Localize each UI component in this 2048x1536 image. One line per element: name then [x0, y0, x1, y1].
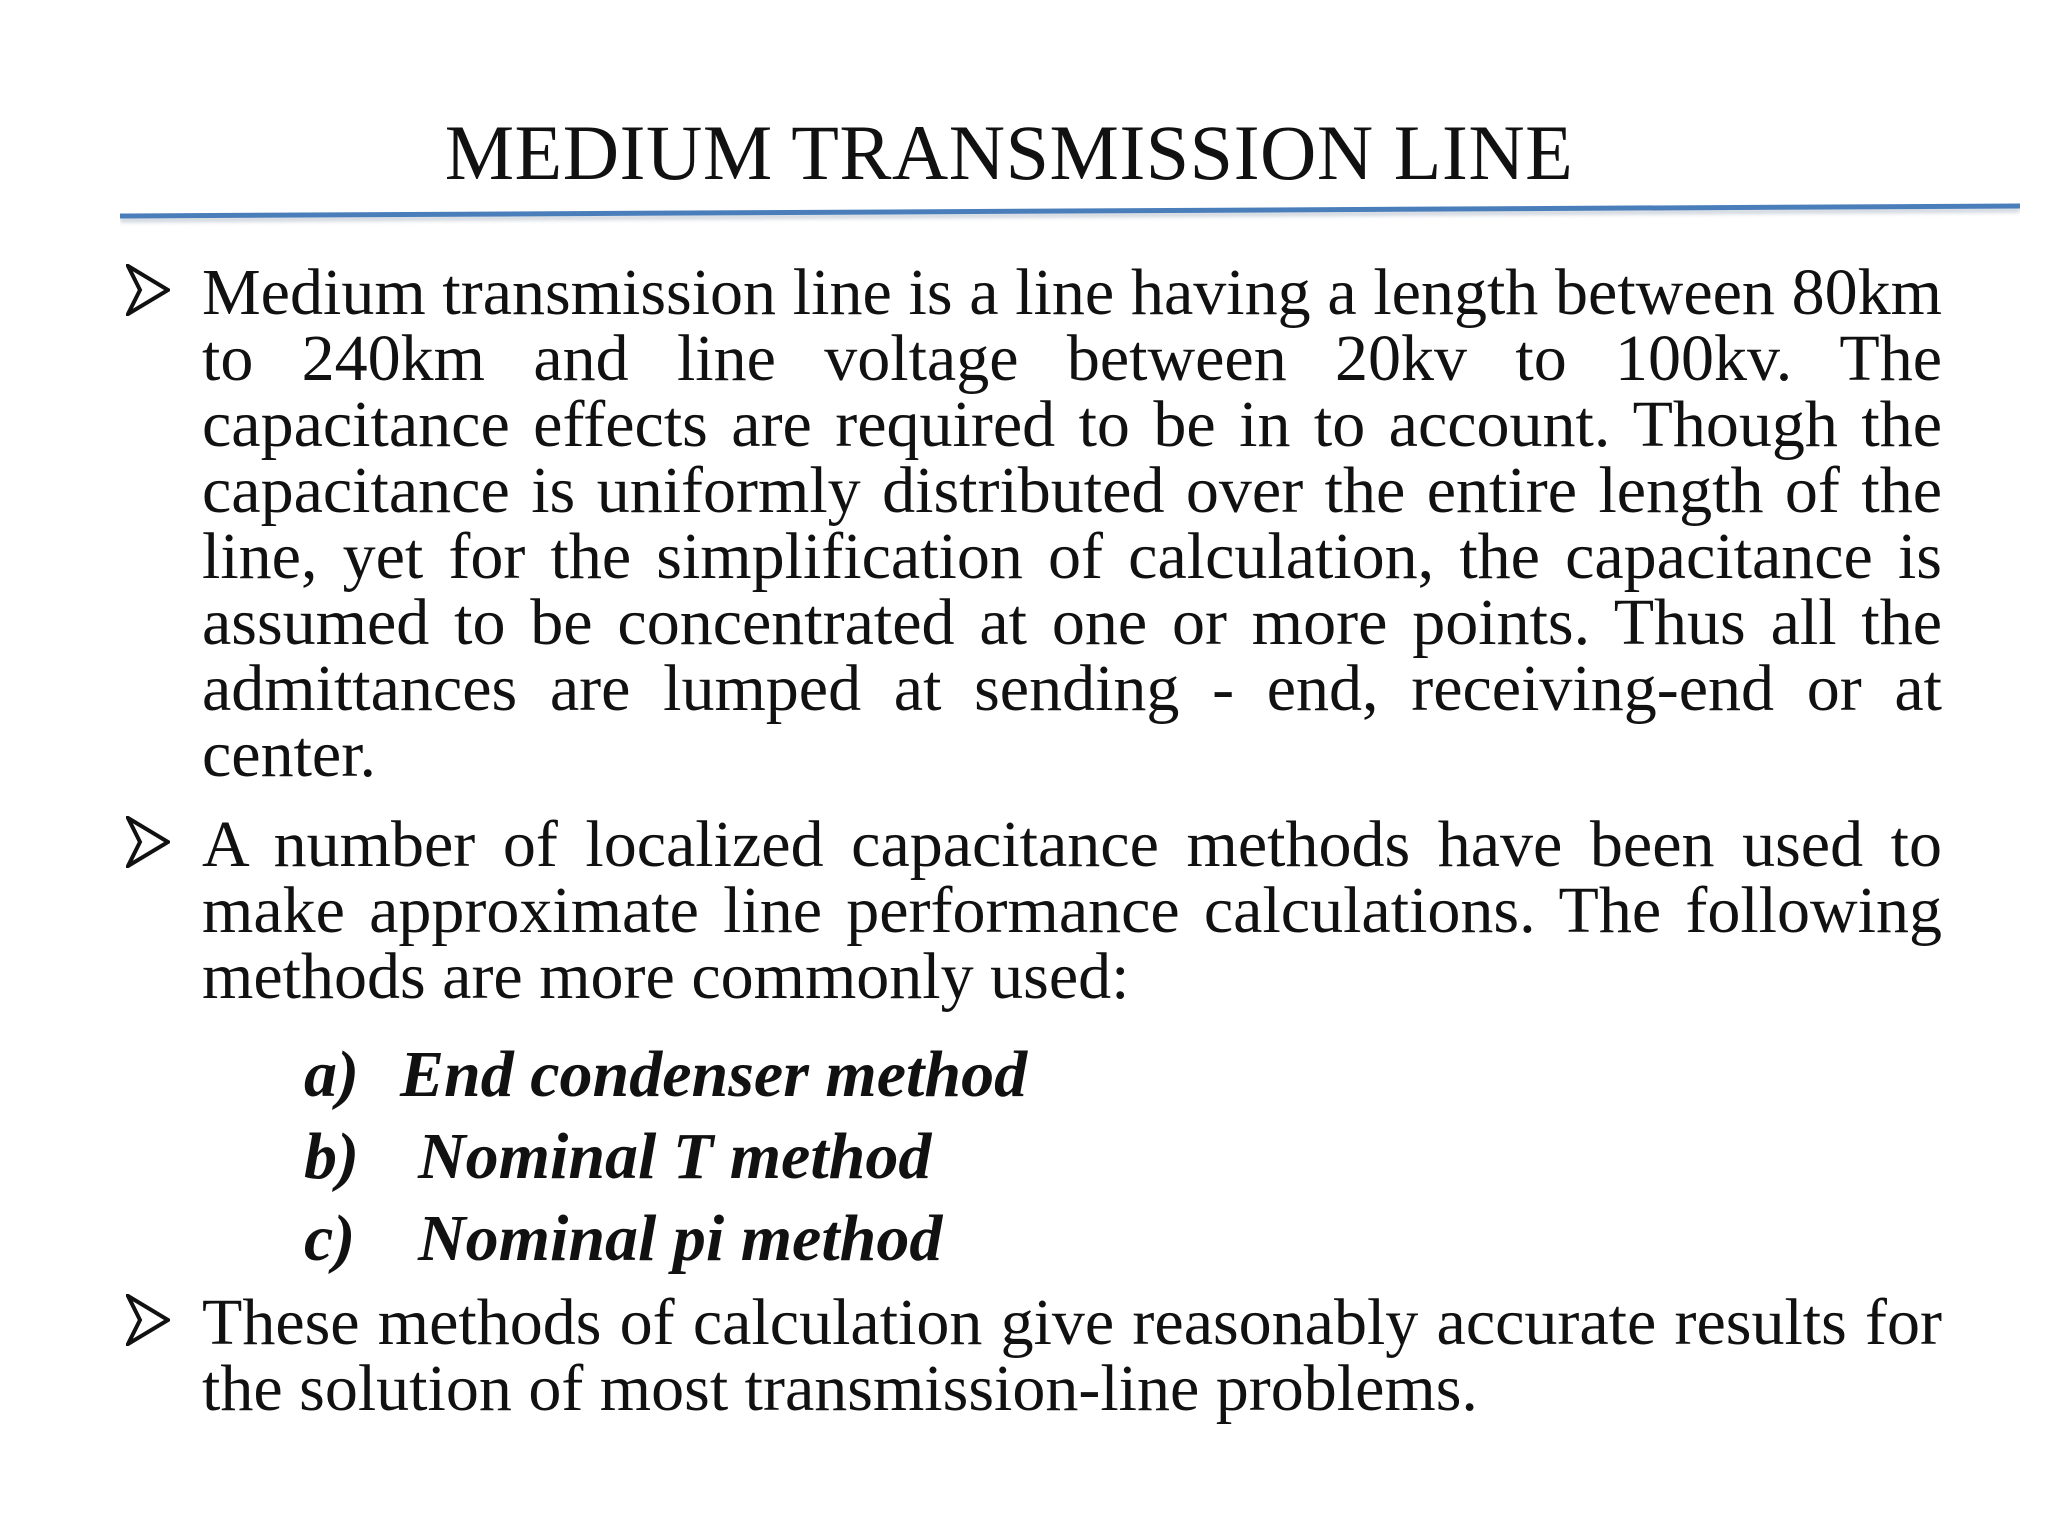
method-label: Nominal pi method [418, 1202, 943, 1275]
slide-content [122, 256, 1942, 1446]
bullet-item [122, 1286, 1942, 1425]
title-underline [120, 200, 2020, 230]
arrow-bullet-icon [126, 264, 170, 316]
bullet-text: Medium transmission line is a line having a length between 80km to 240km and line voltage between 20kv to 100kv. The capacitance effects are required to be in to account. Though the capacitance is uniformly distributed over the entire length of the line, yet for the simplification of calculation, the capacitance is assumed to be concentrated at one or more points. Thus all the admittances are lumped at sending - end, receiving-end or at center. [202, 256, 1942, 791]
bullet-text: A number of localized capacitance methods have been used to make approximate line performance calculations. The following methods are more commonly used: [202, 808, 1942, 1013]
bullet-item [122, 256, 1942, 791]
bullet-item [122, 808, 1942, 1013]
bullet-text: These methods of calculation give reasonably accurate results for the solution of most transmission-line problems. [202, 1286, 1942, 1425]
arrow-bullet-icon [126, 1294, 170, 1346]
method-item [122, 1116, 1942, 1198]
methods-list [122, 1034, 1942, 1280]
method-letter: b) [304, 1120, 359, 1193]
slide-title: MEDIUM TRANSMISSION LINE [444, 109, 1574, 196]
method-label: End condenser method [400, 1038, 1028, 1111]
method-item [122, 1034, 1942, 1116]
method-item [122, 1198, 1942, 1280]
method-label: Nominal T method [418, 1120, 932, 1193]
method-letter: a) [304, 1038, 359, 1111]
arrow-bullet-icon [126, 816, 170, 868]
method-letter: c) [304, 1202, 356, 1275]
